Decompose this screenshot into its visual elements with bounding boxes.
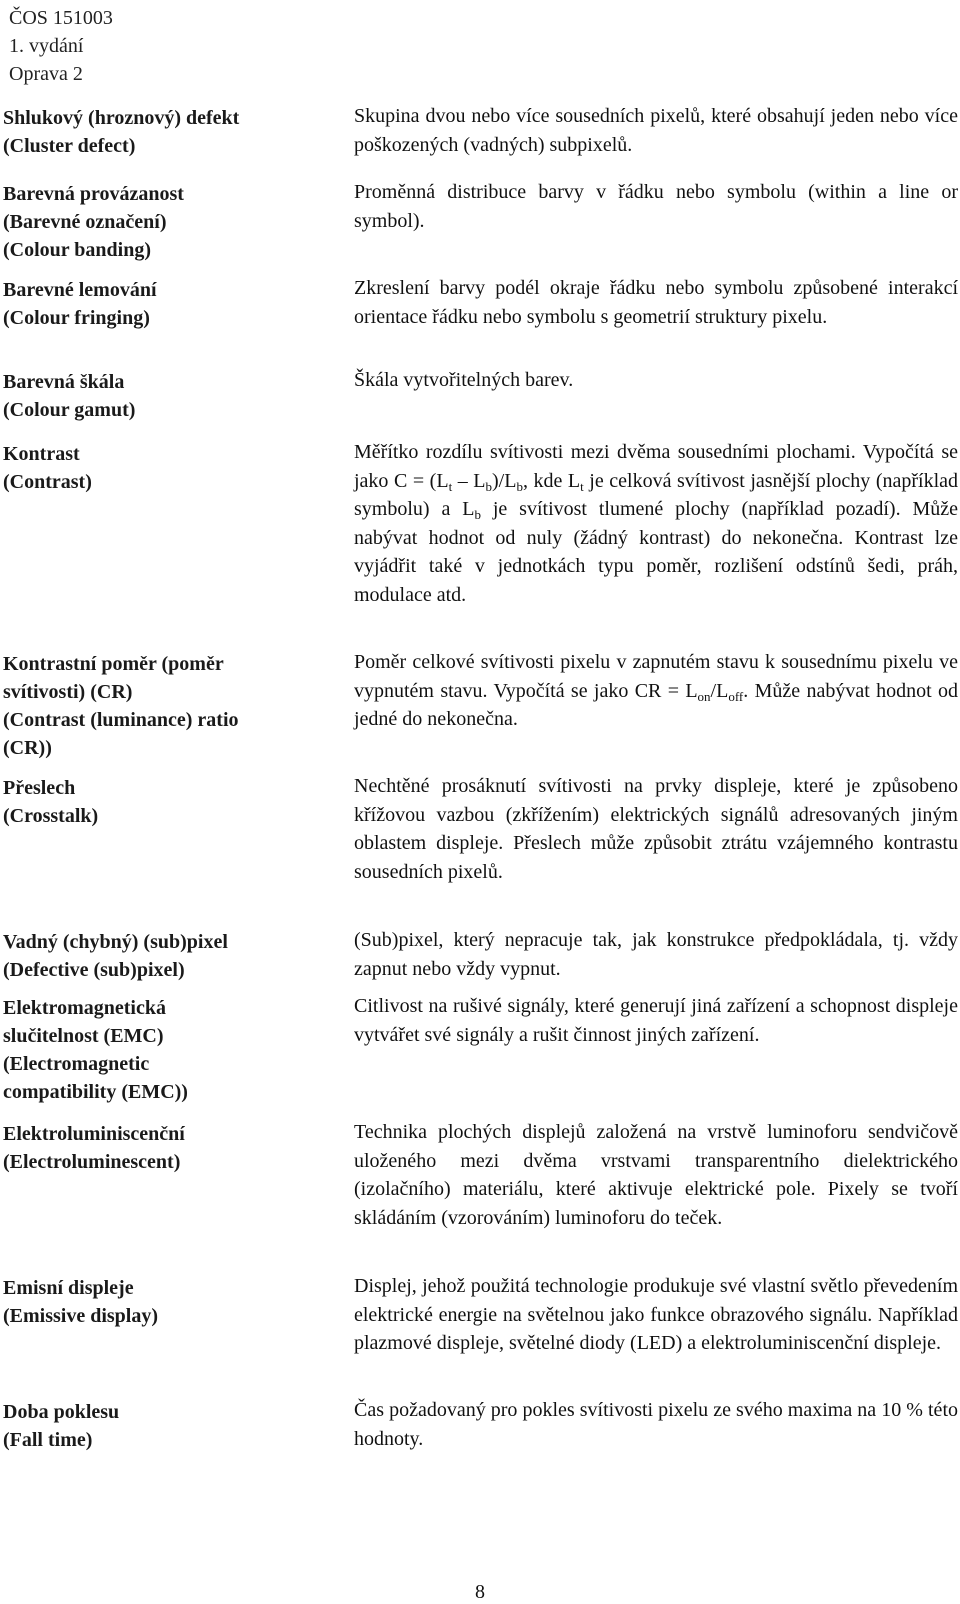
term-line: Kontrastní poměr (poměr	[3, 653, 224, 675]
definition-text: je svítivost tlumené plochy (například pozadí). Může nabývat hodnot od nuly (žádný kontrast) do nekonečna. Kontrast lze vyjádřit také v jednotkách typu poměr, rozlišení odstínů šedi, práh, modulace atd.	[354, 498, 959, 606]
subscript-t: t	[580, 478, 584, 494]
term-cluster-defect	[3, 104, 333, 160]
edition-label: 1. vydání	[9, 35, 84, 57]
term-crosstalk	[3, 774, 333, 830]
definition-text: . Může nabývat hodnot od jedné do nekonečna.	[354, 679, 958, 730]
term-line: (Fall time)	[3, 1429, 93, 1451]
term-colour-banding	[3, 180, 333, 264]
definition-text: Nechtěné prosáknutí svítivosti na prvky displeje, které je způsobeno křížovou vazbou (zkřížením) elektrických signálů adresovaných jiným oblastem displeje. Přeslech může způsobit ztrátu vzájemného kontrastu sousedních pixelů.	[354, 775, 958, 883]
term-line: slučitelnost (EMC)	[3, 1025, 164, 1047]
term-line: (Contrast)	[3, 471, 92, 493]
term-line: svítivosti) (CR)	[3, 681, 133, 703]
subscript-b: b	[516, 478, 523, 494]
term-defective-subpixel	[3, 928, 333, 984]
term-line: (Barevné označení)	[3, 211, 167, 233]
definition-emc	[354, 992, 958, 1049]
term-line: Přeslech	[3, 777, 76, 799]
term-line: (CR))	[3, 737, 52, 759]
definition-fall-time	[354, 1396, 958, 1453]
term-colour-fringing	[3, 276, 333, 332]
amendment-label: Oprava 2	[9, 63, 83, 85]
definition-text: , kde L	[522, 469, 581, 492]
term-line: (Emissive display)	[3, 1305, 159, 1327]
term-line: (Colour banding)	[3, 239, 152, 261]
definition-contrast	[354, 438, 958, 609]
subscript-on: on	[697, 688, 711, 704]
term-emc	[3, 994, 333, 1106]
definition-colour-fringing	[354, 274, 958, 331]
term-line: Vadný (chybný) (sub)pixel	[3, 931, 228, 953]
term-line: (Electroluminescent)	[3, 1151, 181, 1173]
term-line: Shlukový (hroznový) defekt	[3, 107, 240, 129]
definition-text: Technika plochých displejů založená na vrstvě luminoforu sendvičově uloženého mezi dvěma vrstvami transparentního dielektrického (izolačního) materiálu, které aktivuje elektrické pole. Pixely se tvoří skládáním (vzorováním) luminoforu do teček.	[354, 1121, 958, 1229]
definition-text: Skupina dvou nebo více sousedních pixelů, které obsahují jeden nebo více poškozených (vadných) subpixelů.	[354, 105, 958, 156]
definition-contrast-ratio	[354, 648, 958, 734]
definition-text: Zkreslení barvy podél okraje řádku nebo symbolu způsobené interakcí orientace řádku nebo symbolu s geometrií struktury pixelu.	[354, 277, 958, 328]
term-colour-gamut	[3, 368, 333, 424]
term-emissive-display	[3, 1274, 333, 1330]
term-line: Elektromagnetická	[3, 997, 166, 1019]
definition-colour-banding	[354, 178, 958, 235]
definition-crosstalk	[354, 772, 958, 886]
definition-text: Měřítko rozdílu svítivosti mezi dvěma sousedními plochami. Vypočítá se jako C = (L	[354, 441, 958, 492]
definition-text: Čas požadovaný pro pokles svítivosti pixelu ze svého maxima na 10 % této hodnoty.	[354, 1399, 958, 1450]
definition-text: (Sub)pixel, který nepracuje tak, jak konstrukce předpokládala, tj. vždy zapnut nebo vždy vypnut.	[354, 929, 958, 980]
term-line: Emisní displeje	[3, 1277, 134, 1299]
term-line: Barevná provázanost	[3, 183, 184, 205]
definition-cluster-defect	[354, 102, 958, 159]
term-line: (Defective (sub)pixel)	[3, 959, 185, 981]
term-line: Kontrast	[3, 443, 80, 465]
term-line: (Electromagnetic	[3, 1053, 150, 1075]
term-line: compatibility (EMC))	[3, 1081, 188, 1103]
definition-text: )/L	[492, 469, 517, 492]
definition-text: – L	[452, 469, 486, 492]
definition-text: je celková svítivost jasnější plochy (například symbolu) a L	[354, 469, 959, 520]
document-header	[9, 4, 113, 88]
term-line: (Contrast (luminance) ratio	[3, 709, 239, 731]
standard-number: ČOS 151003	[9, 7, 113, 29]
page-number: 8	[475, 1581, 485, 1603]
definition-text: Škála vytvořitelných barev.	[354, 369, 574, 391]
definition-colour-gamut	[354, 366, 958, 395]
term-electroluminescent	[3, 1120, 333, 1176]
term-line: Barevné lemování	[3, 279, 157, 301]
subscript-off: off	[728, 688, 744, 704]
term-line: (Cluster defect)	[3, 135, 136, 157]
definition-text: Citlivost na rušivé signály, které generují jiná zařízení a schopnost displeje vytvářet své signály a rušit činnost jiných zařízení.	[354, 995, 958, 1046]
definition-emissive-display	[354, 1272, 958, 1358]
definition-text: Poměr celkové svítivosti pixelu v zapnutém stavu k sousednímu pixelu ve vypnutém stavu. Vypočítá se jako CR = L	[354, 651, 958, 702]
definition-text: Displej, jehož použitá technologie produkuje své vlastní světlo převedením elektrické energie na světelnou jako funkce obrazového signálu. Například plazmové displeje, světelné diody (LED) a elektroluminiscenční displeje.	[354, 1275, 958, 1354]
term-line: (Colour fringing)	[3, 307, 150, 329]
definition-electroluminescent	[354, 1118, 958, 1232]
term-line: (Colour gamut)	[3, 399, 136, 421]
term-contrast-ratio	[3, 650, 333, 762]
term-line: Elektroluminiscenční	[3, 1123, 185, 1145]
term-fall-time	[3, 1398, 333, 1454]
subscript-t: t	[448, 478, 453, 494]
subscript-b: b	[485, 478, 492, 494]
definition-defective-subpixel	[354, 926, 958, 983]
definition-text: Proměnná distribuce barvy v řádku nebo symbolu (within a line or symbol).	[354, 181, 958, 232]
term-line: (Crosstalk)	[3, 805, 99, 827]
term-line: Barevná škála	[3, 371, 125, 393]
subscript-b: b	[474, 507, 481, 522]
definition-text: /L	[710, 679, 729, 702]
term-contrast	[3, 440, 333, 496]
term-line: Doba poklesu	[3, 1401, 120, 1423]
